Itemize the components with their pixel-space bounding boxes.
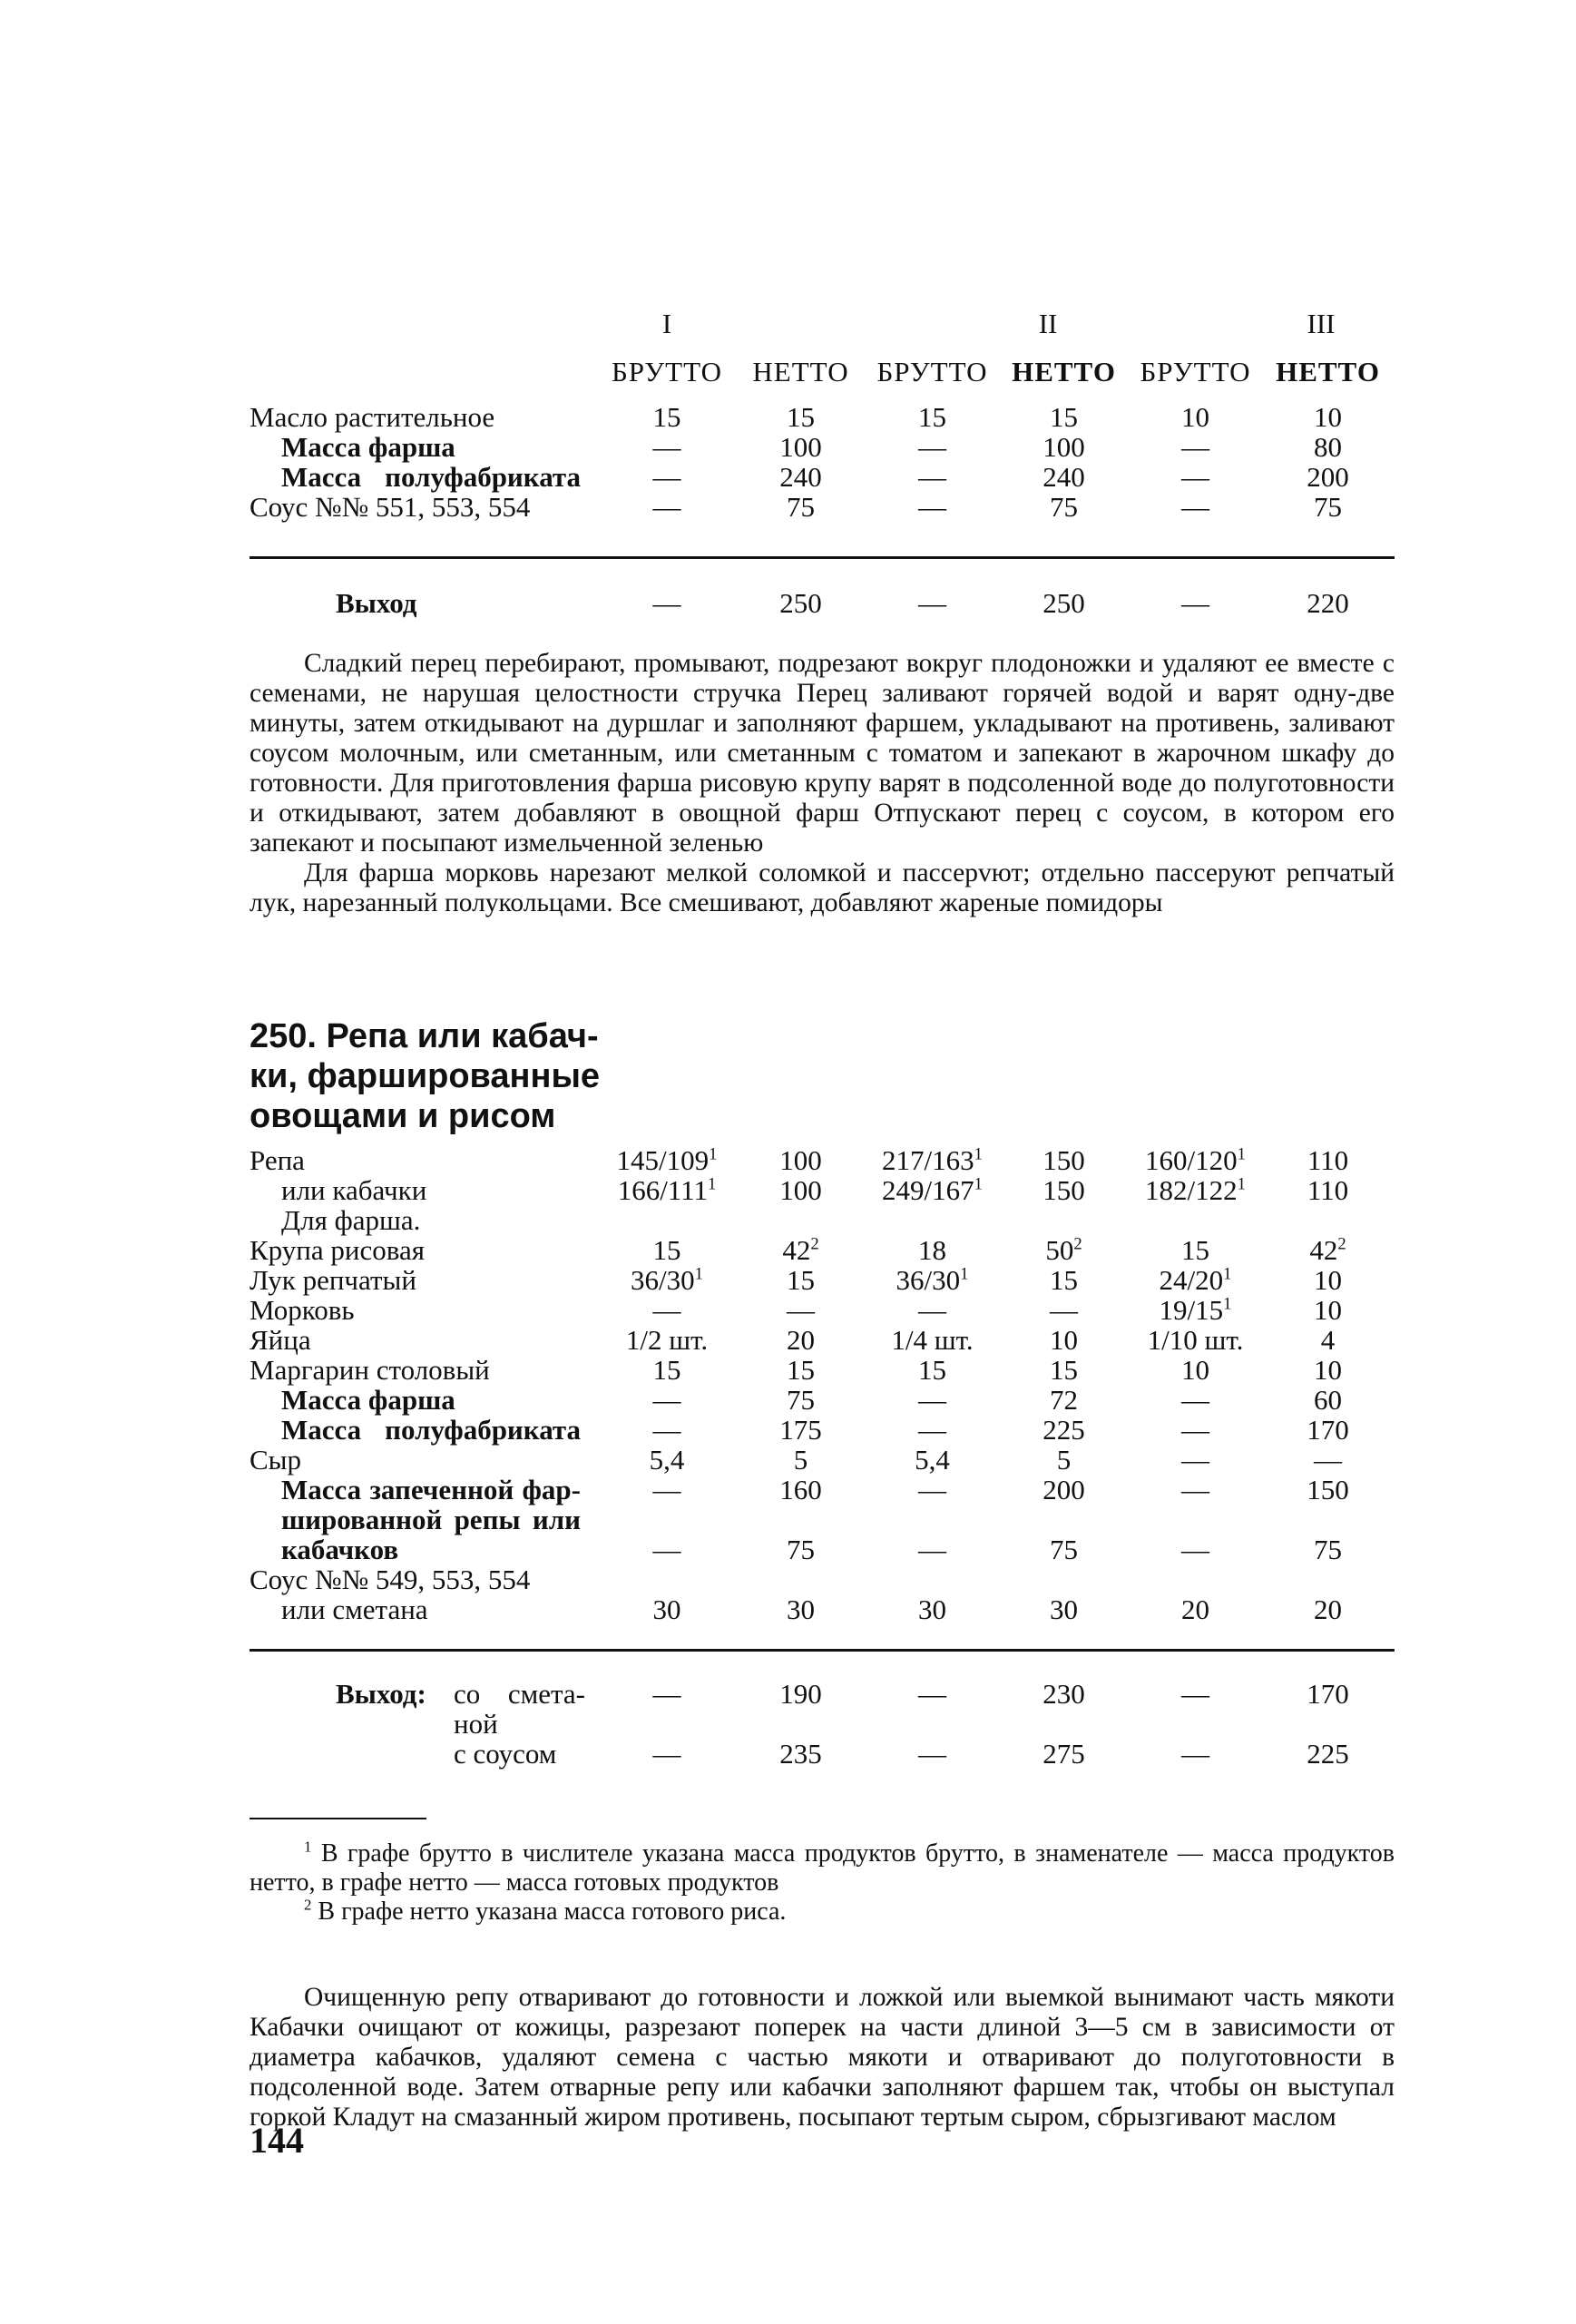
column-header-row <box>250 338 1395 391</box>
table-cell: — <box>918 1678 946 1710</box>
output-row <box>250 588 1395 618</box>
table-row <box>250 1505 1395 1535</box>
table-cell <box>735 1564 866 1594</box>
table-cell: 15 <box>918 1354 946 1386</box>
footnote-marker: 1 <box>974 1174 983 1194</box>
table-cell: $217/163^1$ <box>882 1144 983 1176</box>
table-cell: — <box>1314 1444 1342 1476</box>
row-label: Лук репчатый <box>250 1264 416 1296</box>
table-cell: — <box>1181 1738 1209 1770</box>
table-cell: 200 <box>1043 1474 1085 1505</box>
table-cell <box>1261 1564 1395 1594</box>
table-cell: — <box>918 587 946 619</box>
table-row <box>250 1355 1395 1385</box>
table-cell: 100 <box>779 1144 822 1176</box>
footnote-marker: 1 <box>1223 1294 1232 1314</box>
column-header: НЕТТО <box>752 356 849 387</box>
table-row <box>250 1535 1395 1564</box>
table-cell <box>1261 1205 1395 1235</box>
footnote-marker: 1 <box>709 1144 718 1164</box>
row-label: Маргарин столовый <box>250 1354 490 1386</box>
table-cell: 30 <box>652 1593 681 1625</box>
table-cell: — <box>1181 1414 1209 1446</box>
column-header: БРУТТО <box>876 356 988 387</box>
table-row <box>250 1594 1395 1624</box>
table-cell: 225 <box>1043 1414 1085 1446</box>
table-cell: $50^2$ <box>1045 1234 1082 1266</box>
table-cell: 15 <box>787 1264 815 1296</box>
footnote: $^1$ В графе брутто в числителе указана масса продуктов брутто, в знаменателе — масса продуктов нетто, в графе нетто — масса готовых продуктов <box>250 1838 1395 1897</box>
row-label: или кабачки <box>281 1174 427 1206</box>
footnote-marker: 2 <box>304 1896 312 1914</box>
table-cell: 1/10 шт. <box>1147 1324 1244 1356</box>
table-cell: 235 <box>779 1738 822 1770</box>
table-cell: 10 <box>1181 1354 1209 1386</box>
table-cell: 15 <box>787 401 815 433</box>
table-cell: 100 <box>779 431 822 463</box>
table-cell: 230 <box>1043 1678 1085 1710</box>
table-cell: 75 <box>787 1534 815 1565</box>
table-cell: 30 <box>1050 1593 1078 1625</box>
table-cell: 10 <box>1314 1264 1342 1296</box>
table-row <box>250 1709 1395 1739</box>
row-label: Соус №№ 551, 553, 554 <box>250 491 531 523</box>
table-cell: 240 <box>1043 461 1085 493</box>
table-cell: 1/2 шт. <box>625 1324 709 1356</box>
table-cell: — <box>652 1474 681 1505</box>
column-group-label: III <box>1307 308 1336 339</box>
recipe-table-250 <box>250 1145 1395 1624</box>
table-cell: 250 <box>779 587 822 619</box>
paragraph: Для фарша морковь нарезают мелкой соломкой и пассерvют; отдельно пассеруют репчатый лук, нарезанный полукольцами. Все смешивают, добавляют жареные помидоры <box>250 858 1395 917</box>
table-row <box>250 1205 1395 1235</box>
row-label: Масса запеченной фар- <box>281 1474 581 1505</box>
table-cell <box>1130 1564 1261 1594</box>
row-label: шированной репы или <box>281 1504 581 1535</box>
table-row <box>250 432 1395 462</box>
table-cell: — <box>918 1294 946 1326</box>
table-cell: — <box>652 461 681 493</box>
table-cell: 15 <box>1050 401 1079 433</box>
row-label: Масло растительное <box>250 401 495 433</box>
table-row <box>250 402 1395 432</box>
table-row <box>250 492 1395 522</box>
table-cell: 10 <box>1314 1294 1342 1326</box>
table-cell: 4 <box>1320 1324 1336 1356</box>
table-cell: 5,4 <box>915 1444 950 1476</box>
table-cell: — <box>1050 1294 1078 1326</box>
table-cell: 10 <box>1314 1354 1342 1386</box>
table-cell: — <box>652 1414 681 1446</box>
table-cell: 5,4 <box>649 1444 685 1476</box>
table-cell: 175 <box>779 1414 822 1446</box>
row-label: Яйца <box>250 1324 311 1356</box>
table-cell: 15 <box>1181 1234 1209 1266</box>
recipe-title-line: овощами и рисом <box>250 1097 556 1135</box>
table-cell: — <box>1181 431 1210 463</box>
table-cell: 20 <box>787 1324 815 1356</box>
footnote-marker: 1 <box>708 1174 717 1194</box>
table-cell: 15 <box>918 401 947 433</box>
footnote-separator <box>250 1818 426 1819</box>
table-cell: — <box>652 1384 681 1416</box>
table-row <box>250 1175 1395 1205</box>
table-cell: $182/122^1$ <box>1145 1174 1246 1206</box>
table-cell: 150 <box>1307 1474 1349 1505</box>
table-cell: — <box>918 1534 946 1565</box>
table-cell: 15 <box>652 1234 681 1266</box>
row-label: с соусом <box>454 1738 557 1770</box>
table-divider <box>250 1649 1395 1652</box>
table-cell <box>866 1205 998 1235</box>
column-header: НЕТТО <box>1012 356 1116 387</box>
recipe-title <box>250 1016 631 1136</box>
table-cell: — <box>1181 1444 1209 1476</box>
table-cell: 200 <box>1307 461 1349 493</box>
table-cell: 170 <box>1307 1678 1349 1710</box>
table-cell <box>599 1564 735 1594</box>
table-cell: — <box>652 1678 681 1710</box>
table-cell: — <box>1181 587 1209 619</box>
row-label: Для фарша. <box>281 1204 421 1236</box>
table-row <box>250 1325 1395 1355</box>
table-divider <box>250 556 1395 559</box>
row-label: кабачков <box>281 1534 399 1565</box>
table-cell: 160 <box>779 1474 822 1505</box>
column-header: НЕТТО <box>1276 356 1380 387</box>
footnote-marker: 1 <box>974 1144 983 1164</box>
table-cell: 15 <box>1050 1264 1078 1296</box>
table-cell: 60 <box>1314 1384 1342 1416</box>
row-label-continuation: ной <box>454 1708 498 1740</box>
table-row <box>250 1445 1395 1475</box>
row-label: Соус №№ 549, 553, 554 <box>250 1564 531 1595</box>
table-cell: 75 <box>1050 1534 1078 1565</box>
table-cell: $36/30^1$ <box>896 1264 969 1296</box>
table-cell <box>866 1564 998 1594</box>
footnote-marker: 1 <box>1237 1174 1246 1194</box>
table-cell <box>998 1205 1130 1235</box>
footnote-marker: 1 <box>1237 1144 1246 1164</box>
table-cell: — <box>918 1414 946 1446</box>
table-cell: 15 <box>787 1354 815 1386</box>
table-cell: 10 <box>1050 1324 1078 1356</box>
column-group-label: II <box>1038 308 1058 339</box>
table-cell: — <box>787 1294 815 1326</box>
table-cell <box>599 1205 735 1235</box>
table-row <box>250 1739 1395 1769</box>
table-cell: — <box>1181 1678 1209 1710</box>
row-label: Масса фарша <box>281 1384 455 1416</box>
column-header: БРУТТО <box>1140 356 1251 387</box>
table-cell <box>866 1505 998 1535</box>
column-group-row <box>250 309 1395 338</box>
table-cell: — <box>652 431 681 463</box>
footnote-marker: 1 <box>1223 1264 1232 1284</box>
table-cell: — <box>918 1384 946 1416</box>
row-label: Масса полуфабриката <box>281 461 581 493</box>
output-label: Выход <box>336 587 417 619</box>
table-cell: $160/120^1$ <box>1145 1144 1246 1176</box>
output-label: Выход: <box>336 1678 426 1710</box>
table-cell: 220 <box>1307 587 1349 619</box>
paragraph: Очищенную репу отваривают до готовности и ложкой или выемкой вынимают часть мякоти Кабачки очищают от кожицы, разрезают поперек на части длиной 3—5 см в зависимости от диаметра кабачков, удаляют семена с частью мякоти и отваривают до полуготовности в подсоленной воде. Затем отварные репу или кабачки заполняют фаршем так, чтобы он выступал горкой Кладут на смазанный жиром противень, посыпают тертым сыром, сбрызгивают маслом <box>250 1983 1395 2132</box>
table-row <box>250 1564 1395 1594</box>
column-group-label: I <box>661 308 672 339</box>
table-cell <box>1261 1505 1395 1535</box>
footnotes <box>250 1839 1395 1927</box>
row-label: Репа <box>250 1144 305 1176</box>
table-cell: 150 <box>1043 1144 1085 1176</box>
table-row <box>250 1415 1395 1445</box>
table-cell: 110 <box>1307 1174 1349 1206</box>
table-cell: — <box>1181 461 1210 493</box>
table-cell: 10 <box>1314 401 1343 433</box>
row-label: Сыр <box>250 1444 302 1476</box>
table-cell <box>599 1505 735 1535</box>
table-cell: 150 <box>1043 1174 1085 1206</box>
row-label: или сметана <box>281 1593 428 1625</box>
table-cell <box>735 1505 866 1535</box>
table-cell: 10 <box>1181 401 1210 433</box>
table-cell: 75 <box>1050 491 1079 523</box>
table-cell: 75 <box>1314 1534 1342 1565</box>
table-cell: 15 <box>1050 1354 1078 1386</box>
page-number: 144 <box>250 2120 304 2161</box>
table-cell <box>1130 1205 1261 1235</box>
footnote-marker: 1 <box>304 1838 312 1856</box>
table-cell: 5 <box>793 1444 808 1476</box>
table-cell: $36/30^1$ <box>631 1264 703 1296</box>
footnote-marker: 1 <box>960 1264 969 1284</box>
table-cell: 250 <box>1043 587 1085 619</box>
table-cell: 75 <box>1314 491 1343 523</box>
table-row <box>250 1295 1395 1325</box>
table-cell: 100 <box>1043 431 1085 463</box>
recipe-table-249 <box>250 309 1395 522</box>
table-cell: 190 <box>779 1678 822 1710</box>
table-cell: — <box>918 431 947 463</box>
table-cell: 75 <box>787 491 815 523</box>
table-cell: $249/167^1$ <box>882 1174 983 1206</box>
table-cell: — <box>652 1534 681 1565</box>
table-cell: 275 <box>1043 1738 1085 1770</box>
table-cell: 80 <box>1314 431 1343 463</box>
output-rows <box>250 1679 1395 1769</box>
table-cell: — <box>1181 491 1210 523</box>
row-label: со смета- <box>454 1678 585 1710</box>
row-label: Крупа рисовая <box>250 1234 425 1266</box>
row-label: Масса фарша <box>281 431 455 463</box>
table-cell: — <box>918 461 947 493</box>
table-cell: 30 <box>787 1593 815 1625</box>
table-cell: $24/20^1$ <box>1159 1264 1232 1296</box>
table-cell: — <box>1181 1534 1209 1565</box>
recipe-title-line: 250. Репа или кабач- <box>250 1017 599 1055</box>
table-row <box>250 1475 1395 1505</box>
row-label: Морковь <box>250 1294 355 1326</box>
table-cell <box>998 1505 1130 1535</box>
table-cell: 110 <box>1307 1144 1349 1176</box>
table-cell: — <box>652 1294 681 1326</box>
table-row <box>250 1235 1395 1265</box>
table-cell: $145/109^1$ <box>616 1144 718 1176</box>
paragraph: Сладкий перец перебирают, промывают, подрезают вокруг плодоножки и удаляют ее вместе с семенами, не нарушая целостности стручка Перец заливают горячей водой и варят одну-две минуты, затем откидывают на дуршлаг и заполняют фаршем, укладывают на противень, заливают соусом молочным, или сметанным, или сметанным с томатом и запекают в жарочном шкафу до готовности. Для приготовления фарша рисовую крупу варят в подсоленной воде до полуготовности и откидывают, затем добавляют в овощной фарш Отпускают перец с соусом, в котором его запекают и посыпают измельченной зеленью <box>250 649 1395 858</box>
table-cell: 15 <box>652 1354 681 1386</box>
table-cell: 1/4 шт. <box>891 1324 974 1356</box>
table-row <box>250 1385 1395 1415</box>
table-cell: 15 <box>652 401 681 433</box>
recipe-title-line: ки, фаршированные <box>250 1057 601 1095</box>
table-cell: 225 <box>1307 1738 1349 1770</box>
footnote: $^2$ В графе нетто указана масса готового риса. <box>304 1896 787 1926</box>
table-cell: $42^2$ <box>1309 1234 1346 1266</box>
table-cell: 20 <box>1314 1593 1342 1625</box>
table-cell: 100 <box>779 1174 822 1206</box>
table-cell: 18 <box>918 1234 946 1266</box>
footnote-marker: 2 <box>810 1234 819 1254</box>
table-cell: — <box>918 1474 946 1505</box>
table-cell: — <box>918 1738 946 1770</box>
recipe-instructions <box>250 1983 1395 2133</box>
table-cell: — <box>918 491 947 523</box>
table-cell: $166/111^1$ <box>617 1174 717 1206</box>
table-cell: — <box>1181 1384 1209 1416</box>
table-cell: 5 <box>1056 1444 1072 1476</box>
table-cell: 72 <box>1050 1384 1078 1416</box>
table-cell: $19/15^1$ <box>1159 1294 1232 1326</box>
table-cell: $42^2$ <box>782 1234 819 1266</box>
table-cell: 30 <box>918 1593 946 1625</box>
table-row <box>250 462 1395 492</box>
column-header: БРУТТО <box>611 356 723 387</box>
table-cell <box>735 1205 866 1235</box>
table-cell <box>998 1564 1130 1594</box>
table-row <box>250 1145 1395 1175</box>
table-cell: 20 <box>1181 1593 1209 1625</box>
table-cell: — <box>652 587 681 619</box>
table-cell: 240 <box>779 461 822 493</box>
footnote-marker: 2 <box>1337 1234 1346 1254</box>
footnote-marker: 2 <box>1073 1234 1082 1254</box>
table-cell: 170 <box>1307 1414 1349 1446</box>
table-row <box>250 1265 1395 1295</box>
table-cell: — <box>652 491 681 523</box>
table-cell: 75 <box>787 1384 815 1416</box>
table-cell: — <box>1181 1474 1209 1505</box>
table-cell <box>1130 1505 1261 1535</box>
footnote-marker: 1 <box>694 1264 703 1284</box>
recipe-instructions <box>250 649 1395 918</box>
table-cell: — <box>652 1738 681 1770</box>
table-row <box>250 1679 1395 1709</box>
row-label: Масса полуфабриката <box>281 1414 581 1446</box>
